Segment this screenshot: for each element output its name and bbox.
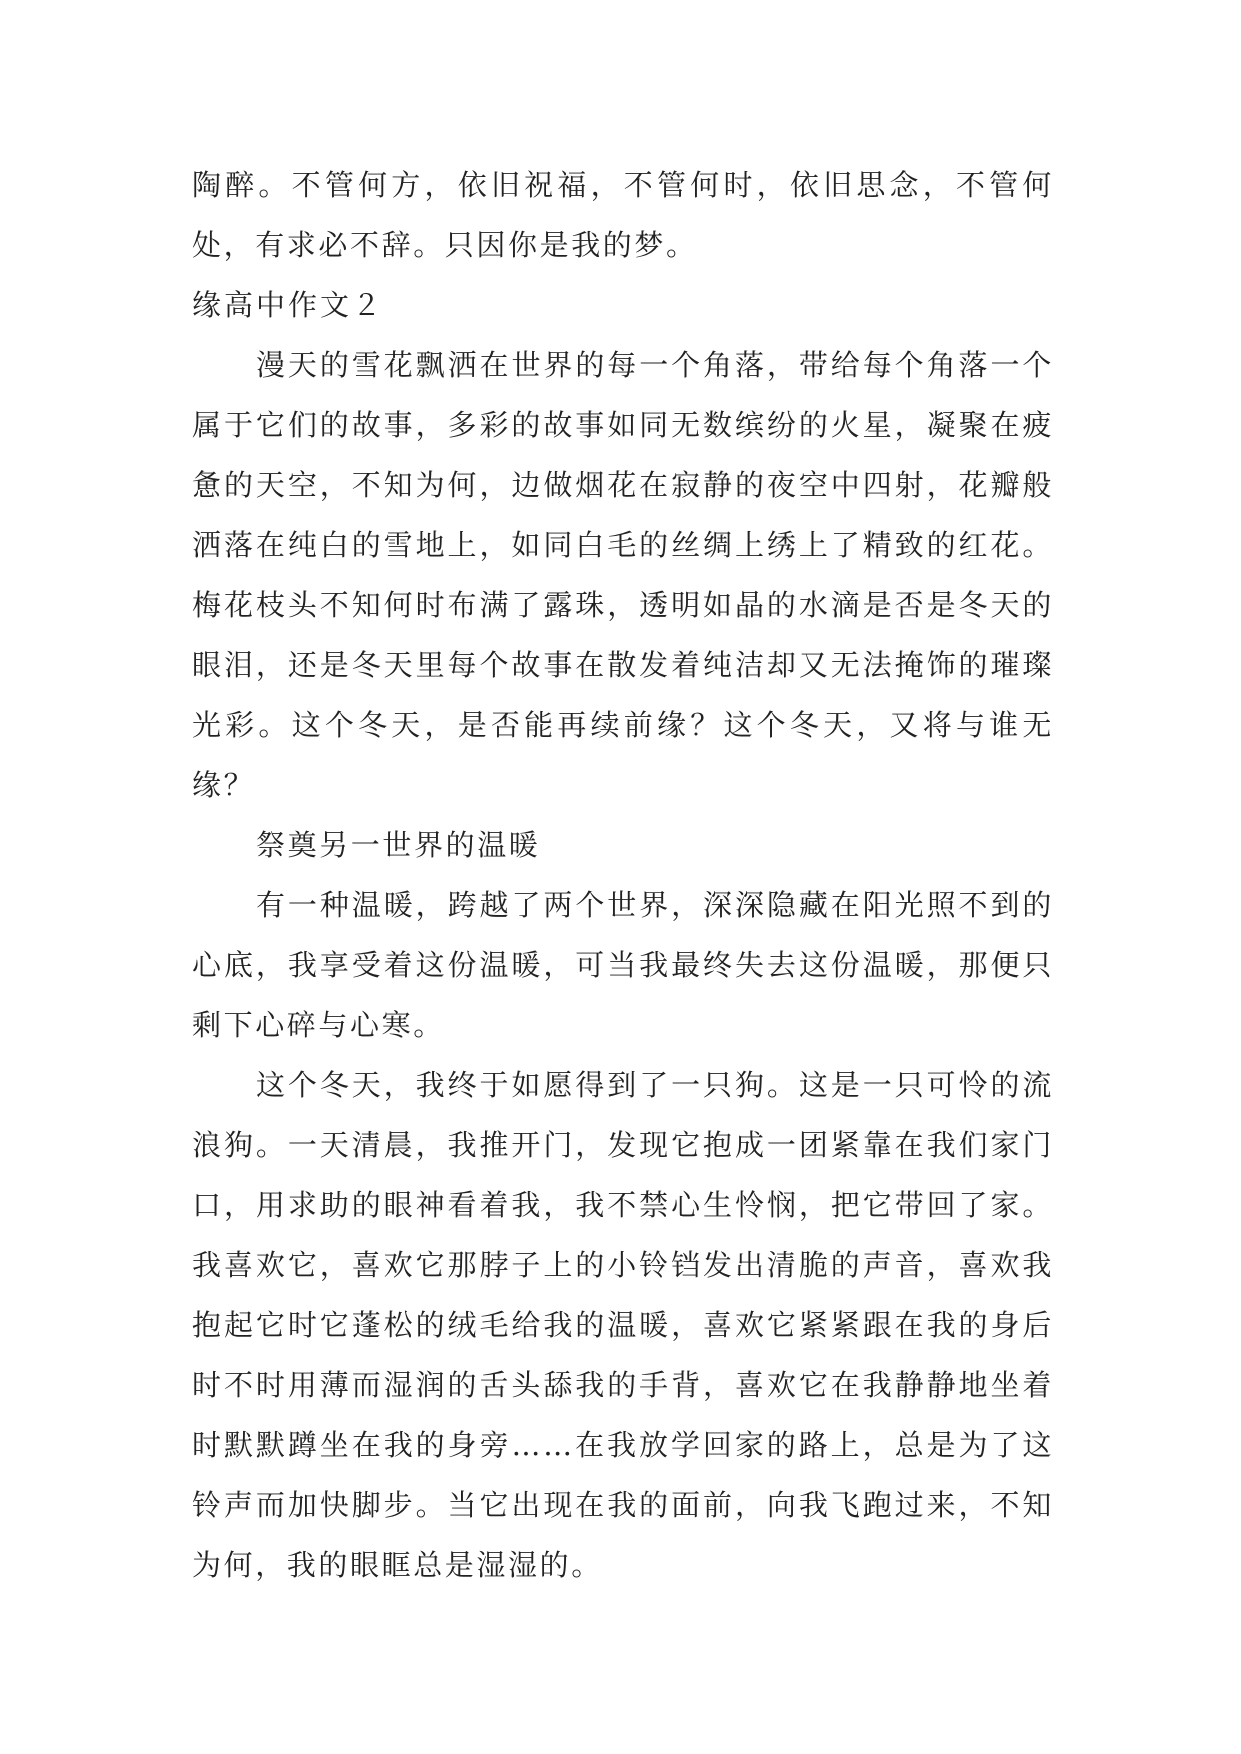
paragraph-continuation: 陶醉。不管何方，依旧祝福，不管何时，依旧思念，不管何处，有求必不辞。只因你是我的梦。 [192, 168, 1054, 262]
section-title: 缘高中作文２ [192, 288, 385, 322]
document-body [192, 155, 1054, 1595]
paragraph: 有一种温暖，跨越了两个世界，深深隐藏在阳光照不到的心底，我享受着这份温暖，可当我最终失去这份温暖，那便只剩下心碎与心寒。 [192, 888, 1054, 1042]
essay-subtitle: 祭奠另一世界的温暖 [256, 828, 541, 862]
paragraph: 这个冬天，我终于如愿得到了一只狗。这是一只可怜的流浪狗。一天清晨，我推开门，发现它抱成一团紧靠在我们家门口，用求助的眼神看着我，我不禁心生怜悯，把它带回了家。我喜欢它，喜欢它那脖子上的小铃铛发出清脆的声音，喜欢我抱起它时它蓬松的绒毛给我的温暖，喜欢它紧紧跟在我的身后时不时用薄而湿润的舌头舔我的手背，喜欢它在我静静地坐着时默默蹲坐在我的身旁……在我放学回家的路上，总是为了这铃声而加快脚步。当它出现在我的面前，向我飞跑过来，不知为何，我的眼眶总是湿湿的。 [192, 1068, 1054, 1582]
paragraph: 漫天的雪花飘洒在世界的每一个角落，带给每个角落一个属于它们的故事，多彩的故事如同无数缤纷的火星，凝聚在疲惫的天空，不知为何，边做烟花在寂静的夜空中四射，花瓣般洒落在纯白的雪地上，如同白毛的丝绸上绣上了精致的红花。梅花枝头不知何时布满了露珠，透明如晶的水滴是否是冬天的眼泪，还是冬天里每个故事在散发着纯洁却又无法掩饰的璀璨光彩。这个冬天，是否能再续前缘？这个冬天，又将与谁无缘？ [192, 348, 1054, 802]
